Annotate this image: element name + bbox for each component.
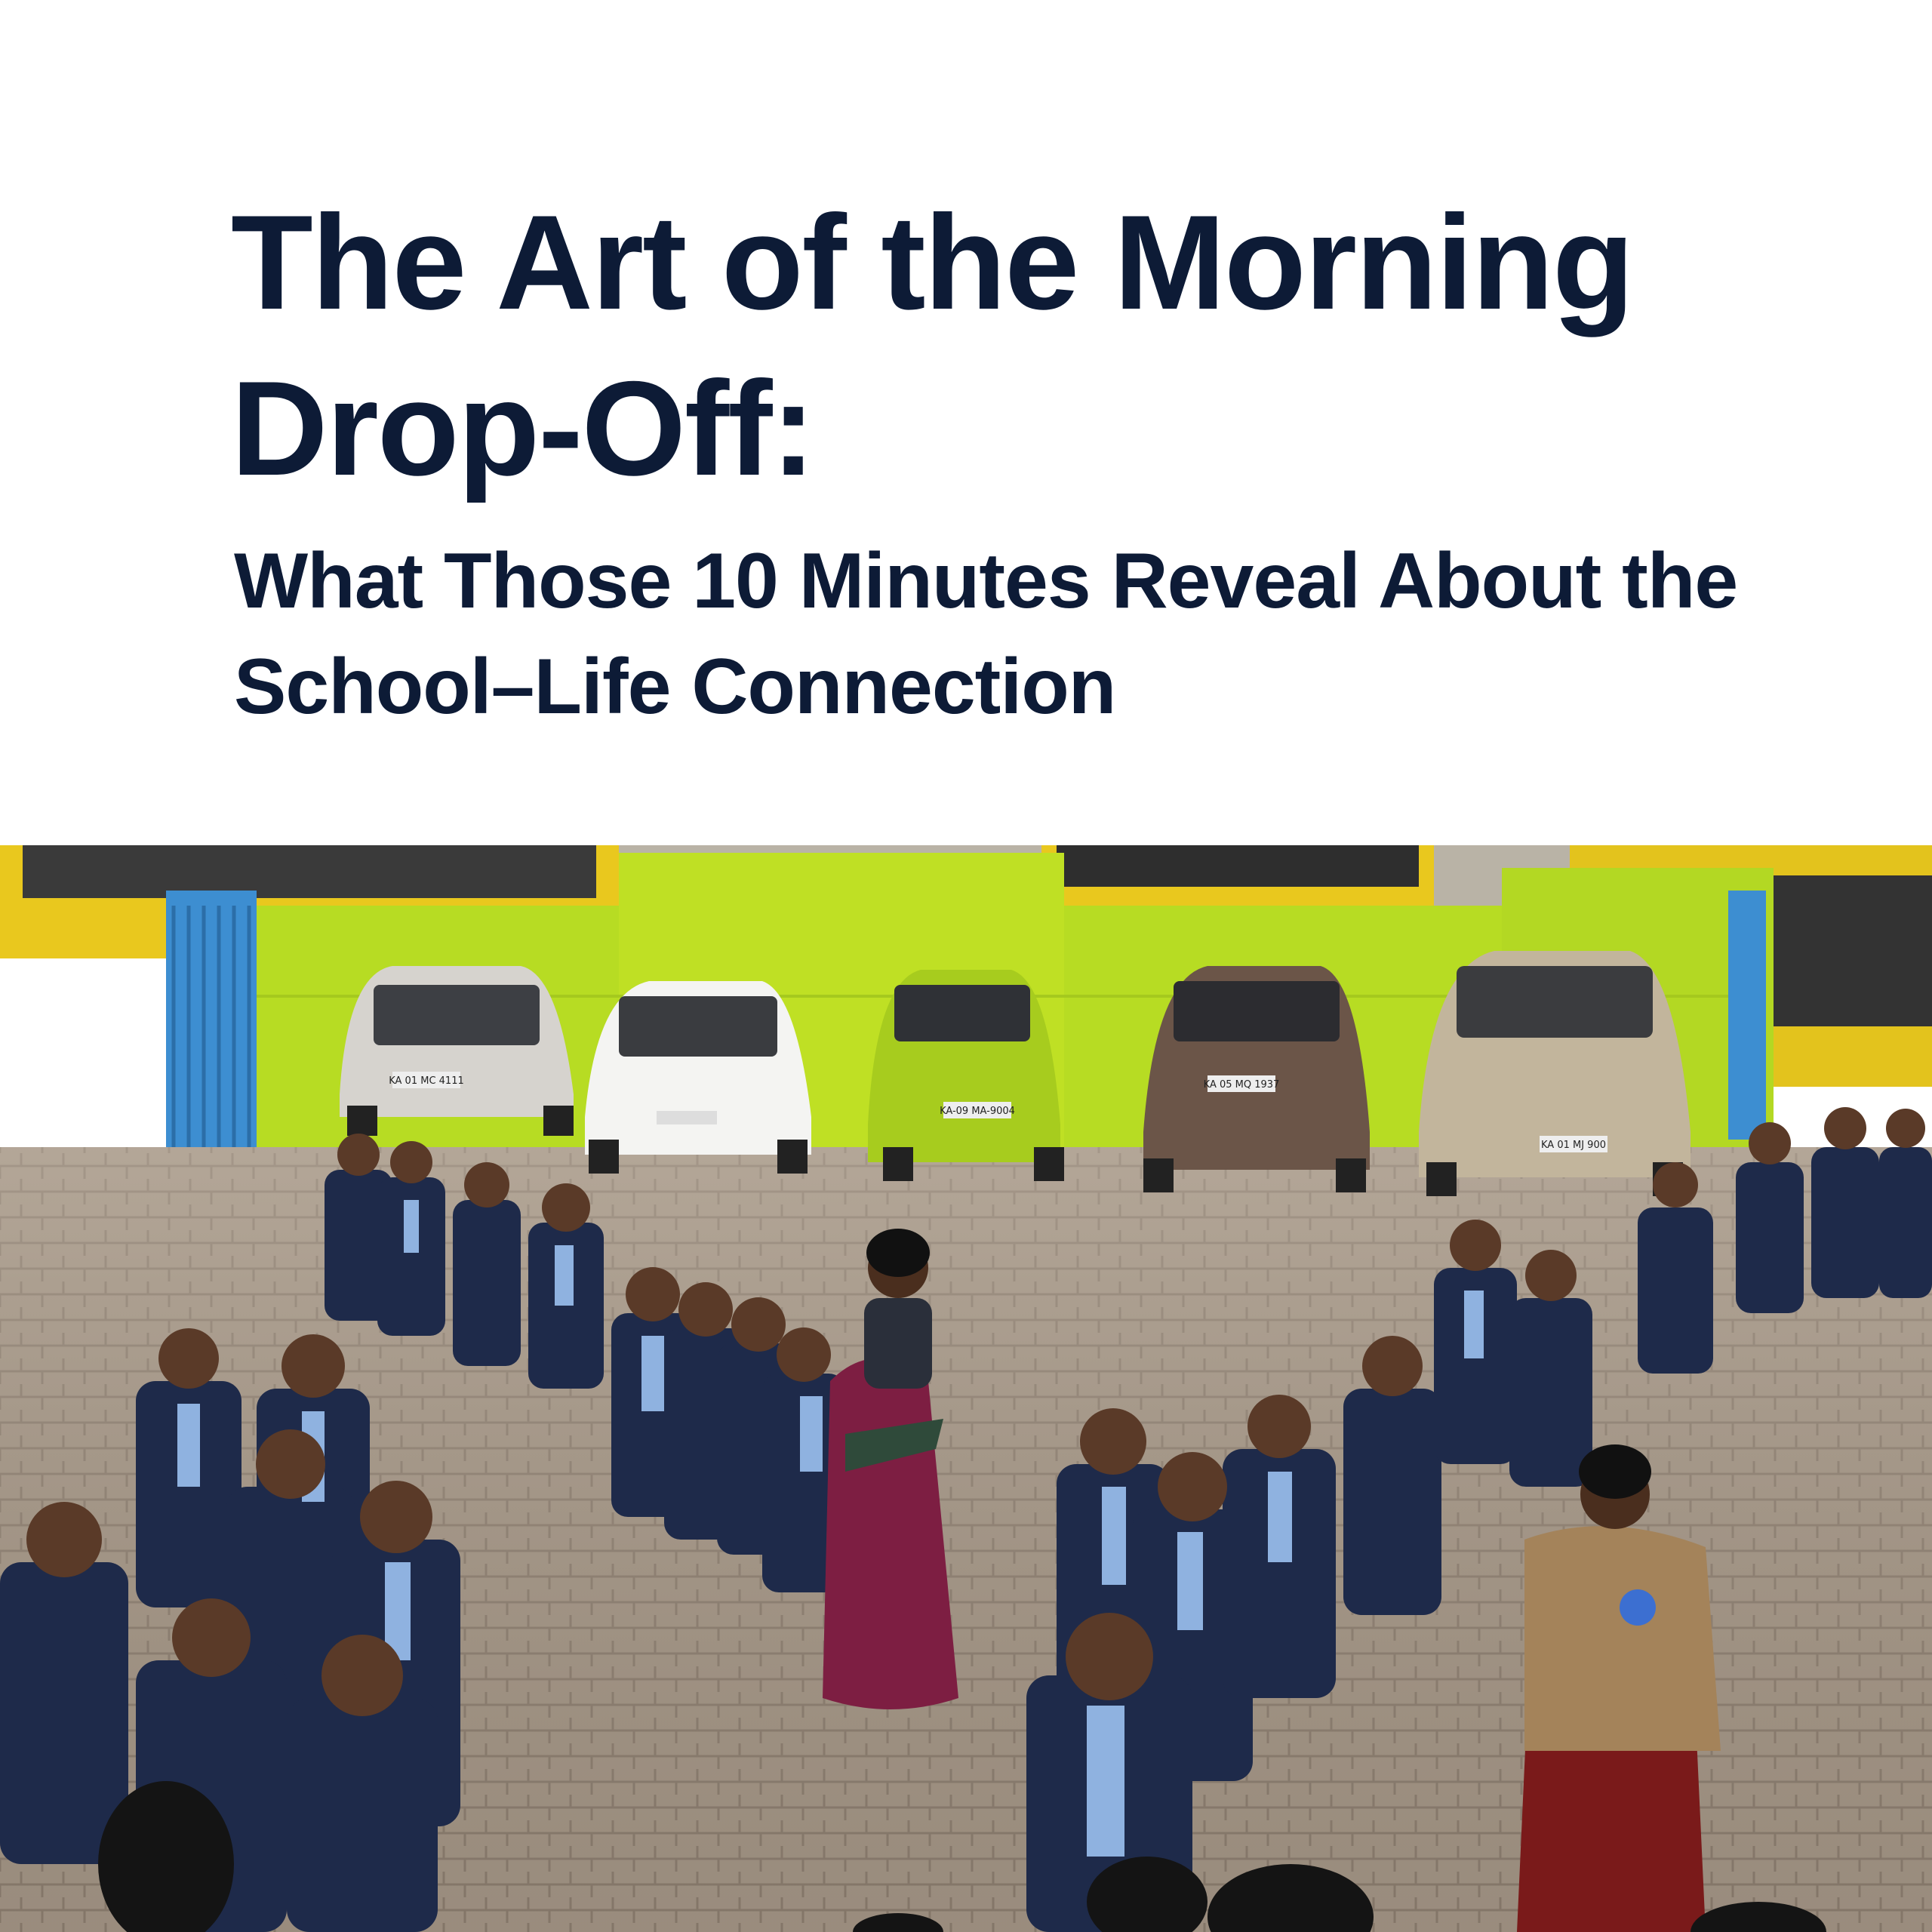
car-white: [585, 981, 811, 1174]
article-subtitle: What Those 10 Minutes Reveal About the School–Life Connection: [234, 537, 1738, 731]
car-brown: [1143, 966, 1370, 1192]
article-header: [0, 0, 1932, 845]
car-champagne: [1419, 951, 1690, 1196]
svg-text:KA-09 MA-9004: KA-09 MA-9004: [940, 1106, 1015, 1117]
svg-text:KA 01 MJ 900: KA 01 MJ 900: [1541, 1140, 1606, 1151]
svg-text:KA 01 MC 4111: KA 01 MC 4111: [389, 1075, 464, 1087]
school-dropoff-photo: [0, 845, 1932, 1932]
article-title: The Art of the Morning Drop-Off:: [231, 187, 1633, 503]
car-green: [868, 970, 1064, 1181]
car-silver: [340, 966, 574, 1136]
svg-text:KA 05 MQ 1937: KA 05 MQ 1937: [1203, 1079, 1280, 1091]
